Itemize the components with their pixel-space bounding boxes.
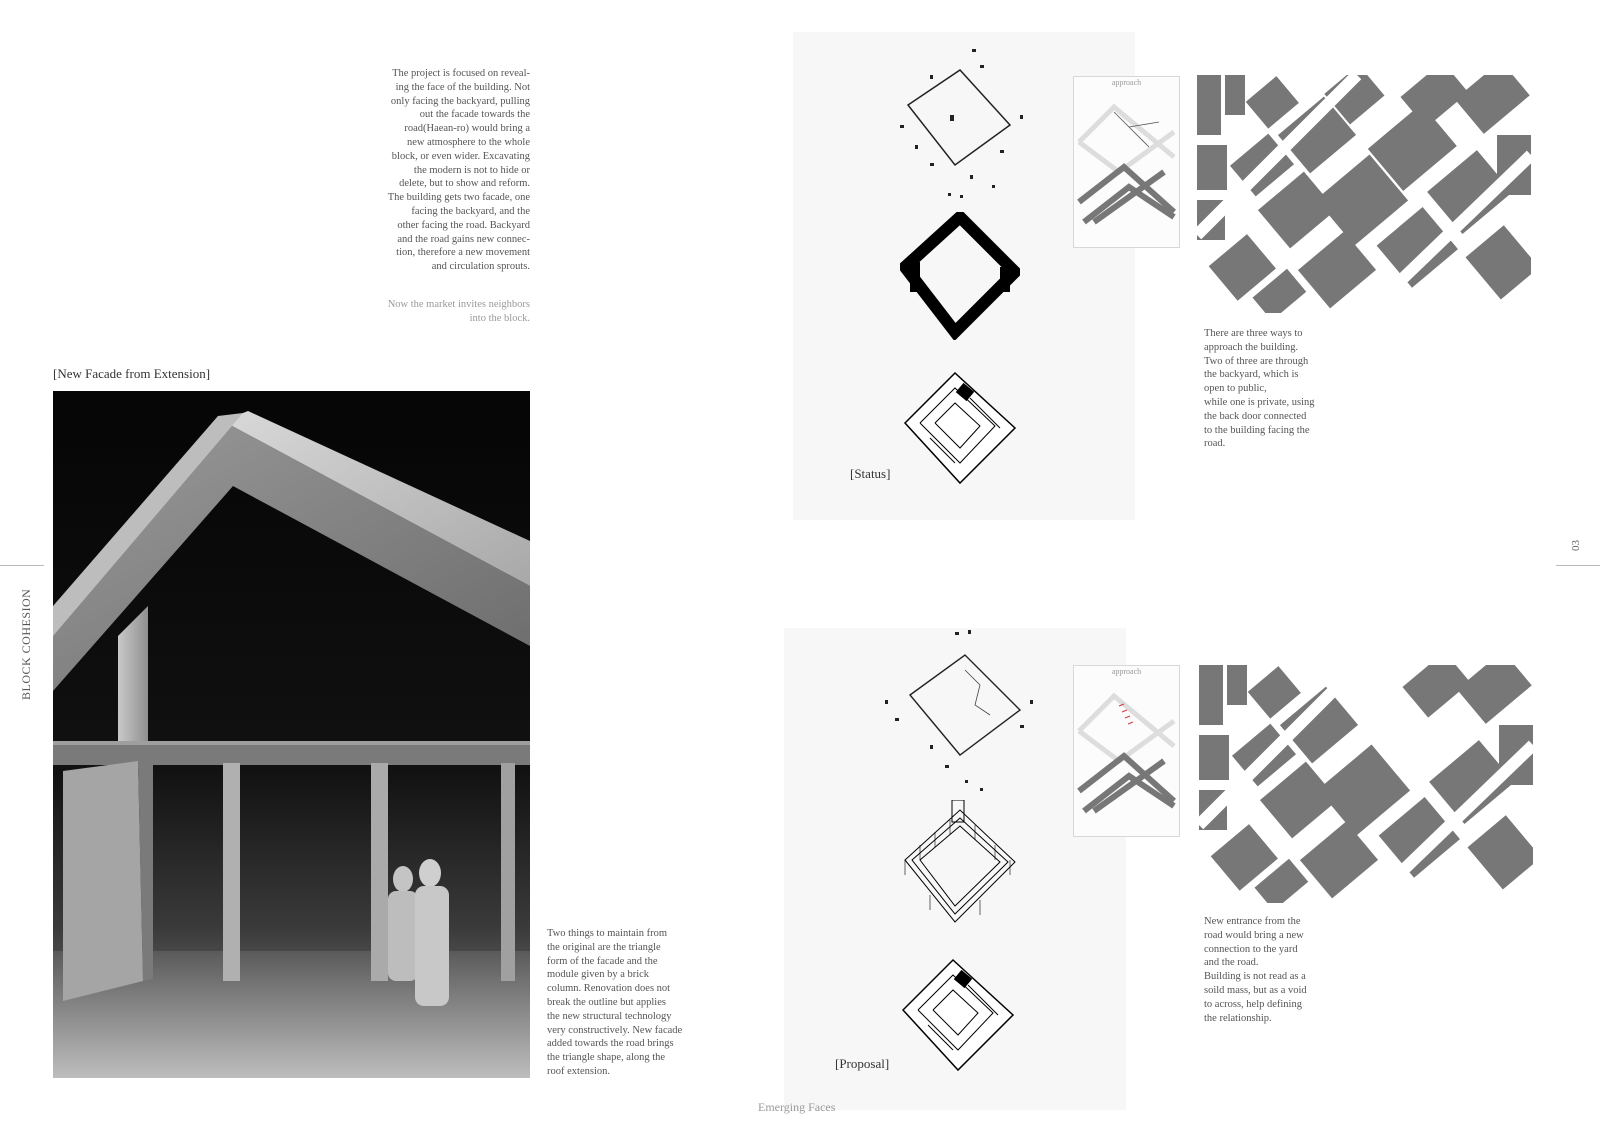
status-site-map [1197, 75, 1531, 313]
footer-title: Emerging Faces [758, 1100, 836, 1114]
status-approach-box [1073, 76, 1180, 248]
proposal-label: [Proposal] [835, 1056, 890, 1071]
side-label: BLOCK COHESION [19, 588, 33, 700]
proposal-outline-drawing [870, 630, 1070, 795]
model-photo [53, 391, 530, 1078]
status-plan-drawing [900, 368, 1025, 488]
page-number: 03 [1570, 540, 1582, 551]
status-approach-label: approach [1111, 78, 1142, 87]
photo-section-title: [New Facade from Extension] [53, 366, 211, 381]
proposal-approach-label: approach [1111, 667, 1142, 676]
proposal-description: New entrance from the road would bring a new connection to the yard and the road. Building is not read as a soild mass, but as a void to across, help defining the relationship. [1204, 916, 1307, 1024]
side-divider-right [1556, 565, 1600, 566]
proposal-approach-box [1073, 665, 1180, 837]
side-divider-left [0, 565, 44, 566]
status-mass-drawing [900, 212, 1020, 340]
proposal-plan-drawing [898, 955, 1023, 1075]
intro-paragraph: The project is focused on reveal- ing the face of the building. Not only facing the backyard, pulling out the facade towards the road(Haean-ro) would bring a new atmosphere to the whole block, or even wider. Excavating the modern is not to hide or delete, but to show and reform. The building gets two facade, one facing the backyard, and the other facing the road. Backyard and the road gains new connec- tion, therefore a new movement and circulation sprouts. [387, 68, 530, 273]
proposal-site-map [1199, 665, 1533, 903]
status-label: [Status] [850, 466, 891, 481]
photo-caption: Two things to maintain from the original are the triangle form of the facade and the module given by a brick column. Renovation does not break the outline but applies the new structural technology very constructively. New facade added towards the road brings the triangle shape, along the roof extension. [547, 928, 683, 1077]
proposal-mass-drawing [900, 800, 1020, 930]
status-outline-drawing [860, 45, 1090, 205]
status-description: There are three ways to approach the building. Two of three are through the backyard, which is open to public, while one is private, using the back door connected to the building facing the road. [1204, 328, 1315, 450]
intro-subline: Now the market invites neighbors into the block. [387, 299, 530, 324]
